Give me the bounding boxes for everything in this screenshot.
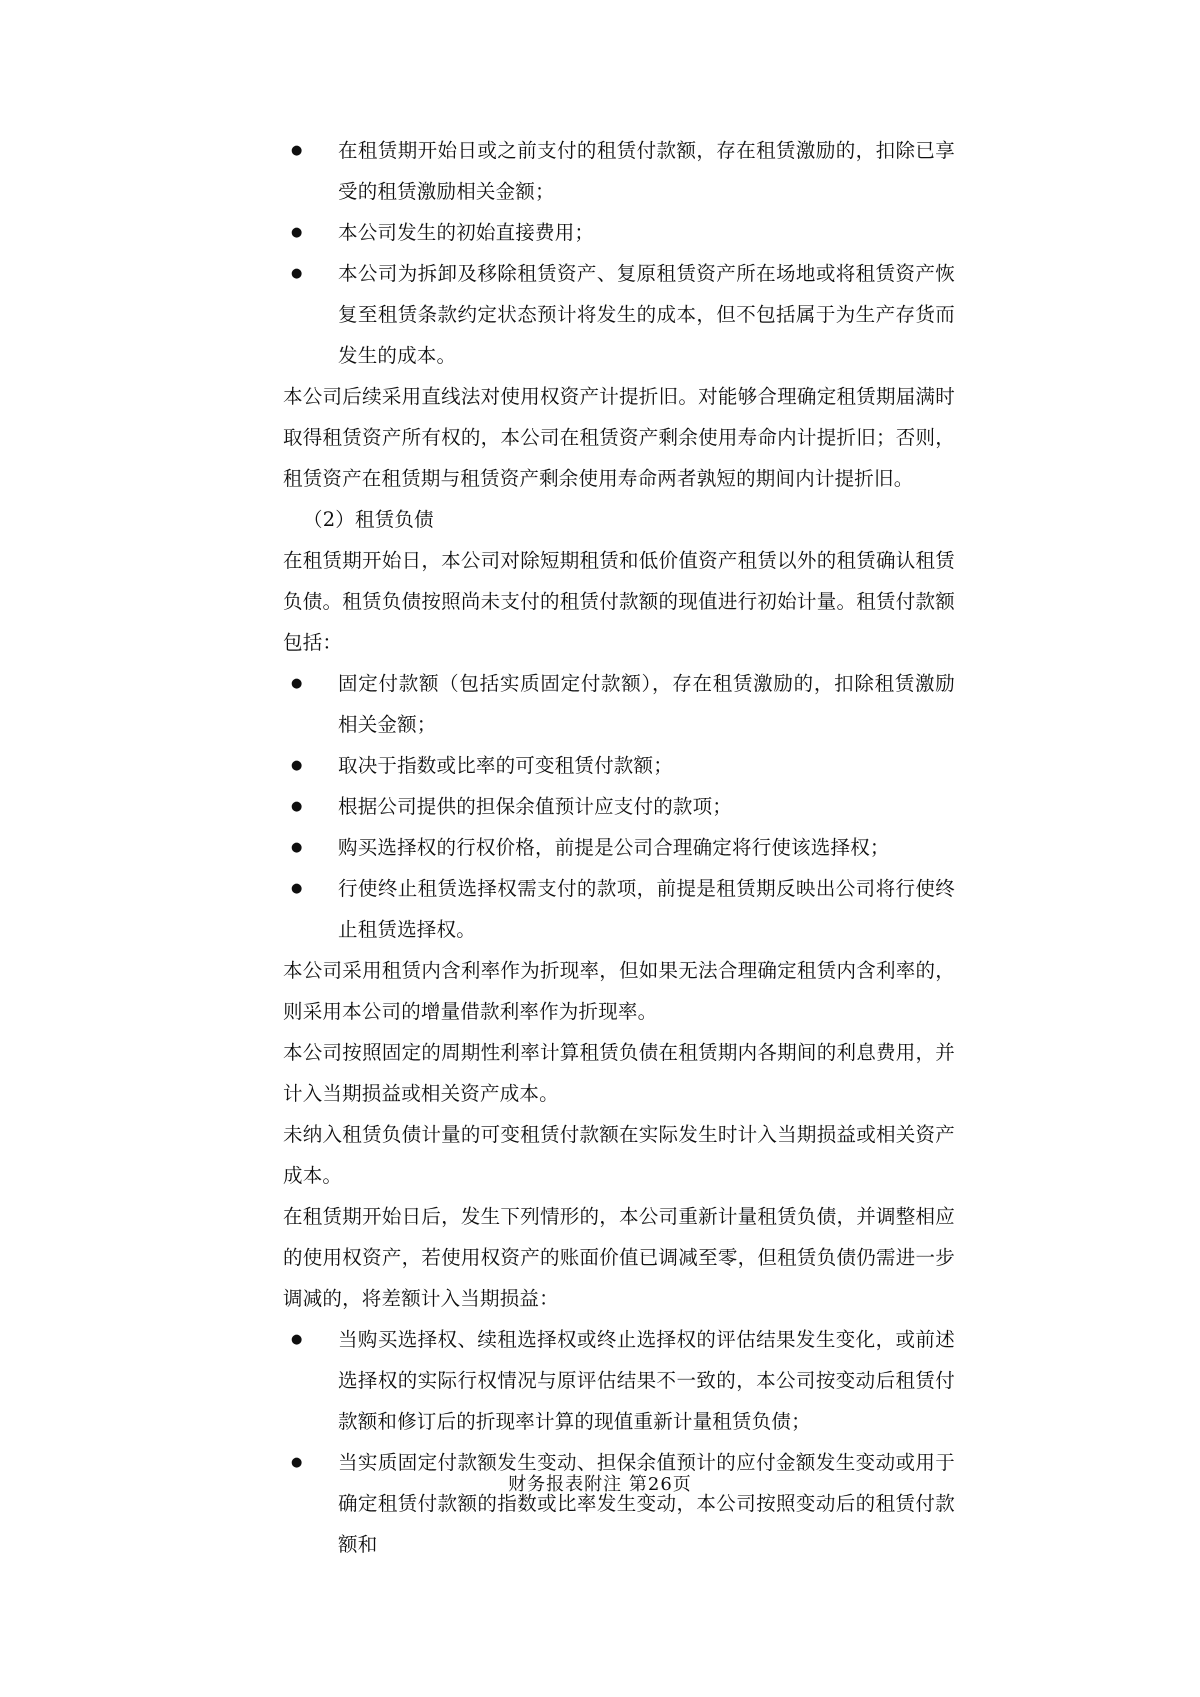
list-item-text: 购买选择权的行权价格，前提是公司合理确定将行使该选择权； xyxy=(338,836,890,859)
bullet-icon: ● xyxy=(291,143,303,158)
bullet-icon: ● xyxy=(291,676,303,691)
page-footer: 财务报表附注 第26页 xyxy=(508,1474,692,1495)
list-item xyxy=(283,212,955,253)
list-item xyxy=(283,253,955,376)
paragraph-discount-rate: 本公司采用租赁内含利率作为折现率，但如果无法合理确定租赁内含利率的，则采用本公司的增量借款利率作为折现率。 xyxy=(283,959,955,1023)
bullet-list-3 xyxy=(283,1319,955,1565)
bullet-icon: ● xyxy=(291,225,303,240)
bullet-icon: ● xyxy=(291,881,303,896)
list-item xyxy=(283,745,955,786)
list-item-text: 行使终止租赁选择权需支付的款项，前提是租赁期反映出公司将行使终止租赁选择权。 xyxy=(338,877,955,941)
list-item xyxy=(283,827,955,868)
bullet-icon: ● xyxy=(291,799,303,814)
list-item-text: 取决于指数或比率的可变租赁付款额； xyxy=(338,754,673,777)
bullet-icon: ● xyxy=(291,1332,303,1347)
list-item-text: 根据公司提供的担保余值预计应支付的款项； xyxy=(338,795,733,818)
list-item-text: 本公司发生的初始直接费用； xyxy=(338,221,595,244)
list-item xyxy=(283,130,955,212)
heading-lease-liability: （2）租赁负债 xyxy=(303,508,434,531)
bullet-icon: ● xyxy=(291,1455,303,1470)
list-item-text: 当购买选择权、续租选择权或终止选择权的评估结果发生变化，或前述选择权的实际行权情况与原评估结果不一致的，本公司按变动后租赁付款额和修订后的折现率计算的现值重新计量租赁负债； xyxy=(338,1328,955,1433)
paragraph-variable-payments: 未纳入租赁负债计量的可变租赁付款额在实际发生时计入当期损益或相关资产成本。 xyxy=(283,1123,955,1187)
list-item-text: 本公司为拆卸及移除租赁资产、复原租赁资产所在场地或将租赁资产恢复至租赁条款约定状态预计将发生的成本，但不包括属于为生产存货而发生的成本。 xyxy=(338,262,955,367)
list-item-text: 在租赁期开始日或之前支付的租赁付款额，存在租赁激励的，扣除已享受的租赁激励相关金额； xyxy=(338,139,955,203)
bullet-icon: ● xyxy=(291,758,303,773)
list-item xyxy=(283,786,955,827)
list-item xyxy=(283,663,955,745)
list-item-text: 固定付款额（包括实质固定付款额），存在租赁激励的，扣除租赁激励相关金额； xyxy=(338,672,955,736)
bullet-icon: ● xyxy=(291,840,303,855)
page-content xyxy=(283,130,955,1565)
paragraph-lease-liability-intro: 在租赁期开始日，本公司对除短期租赁和低价值资产租赁以外的租赁确认租赁负债。租赁负债按照尚未支付的租赁付款额的现值进行初始计量。租赁付款额包括： xyxy=(283,549,955,654)
bullet-list-2 xyxy=(283,663,955,950)
paragraph-remeasurement-intro: 在租赁期开始日后，发生下列情形的，本公司重新计量租赁负债，并调整相应的使用权资产，若使用权资产的账面价值已调减至零，但租赁负债仍需进一步调减的，将差额计入当期损益： xyxy=(283,1205,955,1310)
bullet-icon: ● xyxy=(291,266,303,281)
paragraph-interest-expense: 本公司按照固定的周期性利率计算租赁负债在租赁期内各期间的利息费用，并计入当期损益或相关资产成本。 xyxy=(283,1041,955,1105)
list-item xyxy=(283,868,955,950)
list-item xyxy=(283,1442,955,1565)
paragraph-depreciation: 本公司后续采用直线法对使用权资产计提折旧。对能够合理确定租赁期届满时取得租赁资产所有权的，本公司在租赁资产剩余使用寿命内计提折旧；否则，租赁资产在租赁期与租赁资产剩余使用寿命两者孰短的期间内计提折旧。 xyxy=(283,385,955,490)
list-item-text: 当实质固定付款额发生变动、担保余值预计的应付金额发生变动或用于确定租赁付款额的指数或比率发生变动，本公司按照变动后的租赁付款额和 xyxy=(338,1451,955,1556)
list-item xyxy=(283,1319,955,1442)
bullet-list-1 xyxy=(283,130,955,376)
